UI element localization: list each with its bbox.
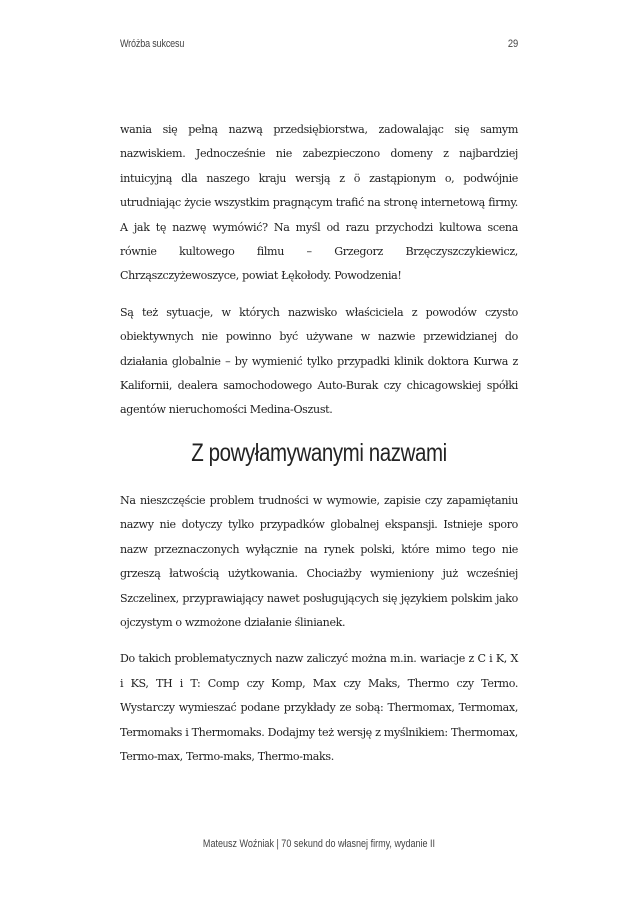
page-body [120, 118, 518, 781]
paragraph-4: Do takich problematycznych nazw zaliczyć można m.in. wariacje z C i K, X i KS, TH i T: Comp czy Komp, Max czy Maks, Thermo czy Termo. Wystarczy wymieszać podane przykłady ze sobą: Thermomax, Termomax, Termomaks i Thermomaks. Dodajmy też wersję z myślnikiem: Thermomax, Termo-max, Termo-maks, Thermo-maks. [120, 652, 518, 763]
paragraph-1: wania się pełną nazwą przedsiębiorstwa, zadowalając się samym nazwiskiem. Jednocześnie nie zabezpieczono domeny z najbardziej intuicyjną dla naszego kraju wersją z ö zastąpionym o, podwójnie utrudniając życie wszystkim pragnącym trafić na stronę internetową firmy. A jak tę nazwę wymówić? Na myśl od razu przychodzi kultowa scena równie kultowego filmu – Grzegorz Brzęczyszczykiewicz, Chrząszczyżewoszyce, powiat Łękołody. Powodzenia! [120, 123, 518, 283]
section-heading: Z powyłamywanymi nazwami [191, 438, 447, 467]
paragraph-3: Na nieszczęście problem trudności w wymowie, zapisie czy zapamiętaniu nazwy nie dotyczy tylko przypadków globalnej ekspansji. Istnieje sporo nazw przeznaczonych wyłącznie na rynek polski, które mimo tego nie grzeszą łatwością użytkowania. Chociażby wymieniony już wcześniej Szczelinex, przyprawiający nawet posługujących się językiem polskim jako ojczystym o wzmożone działanie ślinianek. [120, 493, 518, 629]
page-number: 29 [507, 38, 518, 50]
running-title: Wróżba sukcesu [120, 38, 185, 50]
paragraph-2: Są też sytuacje, w których nazwisko właściciela z powodów czysto obiektywnych nie powinno być używane w nazwie przewidzianej do działania globalnie – by wymienić tylko przypadki klinik doktora Kurwa z Kalifornii, dealera samochodowego Auto-Burak czy chicagowskiej spółki agentów nieruchomości Medina-Oszust. [120, 305, 518, 417]
page-footer: Mateusz Woźniak | 70 sekund do własnej firmy, wydanie II [202, 838, 436, 850]
